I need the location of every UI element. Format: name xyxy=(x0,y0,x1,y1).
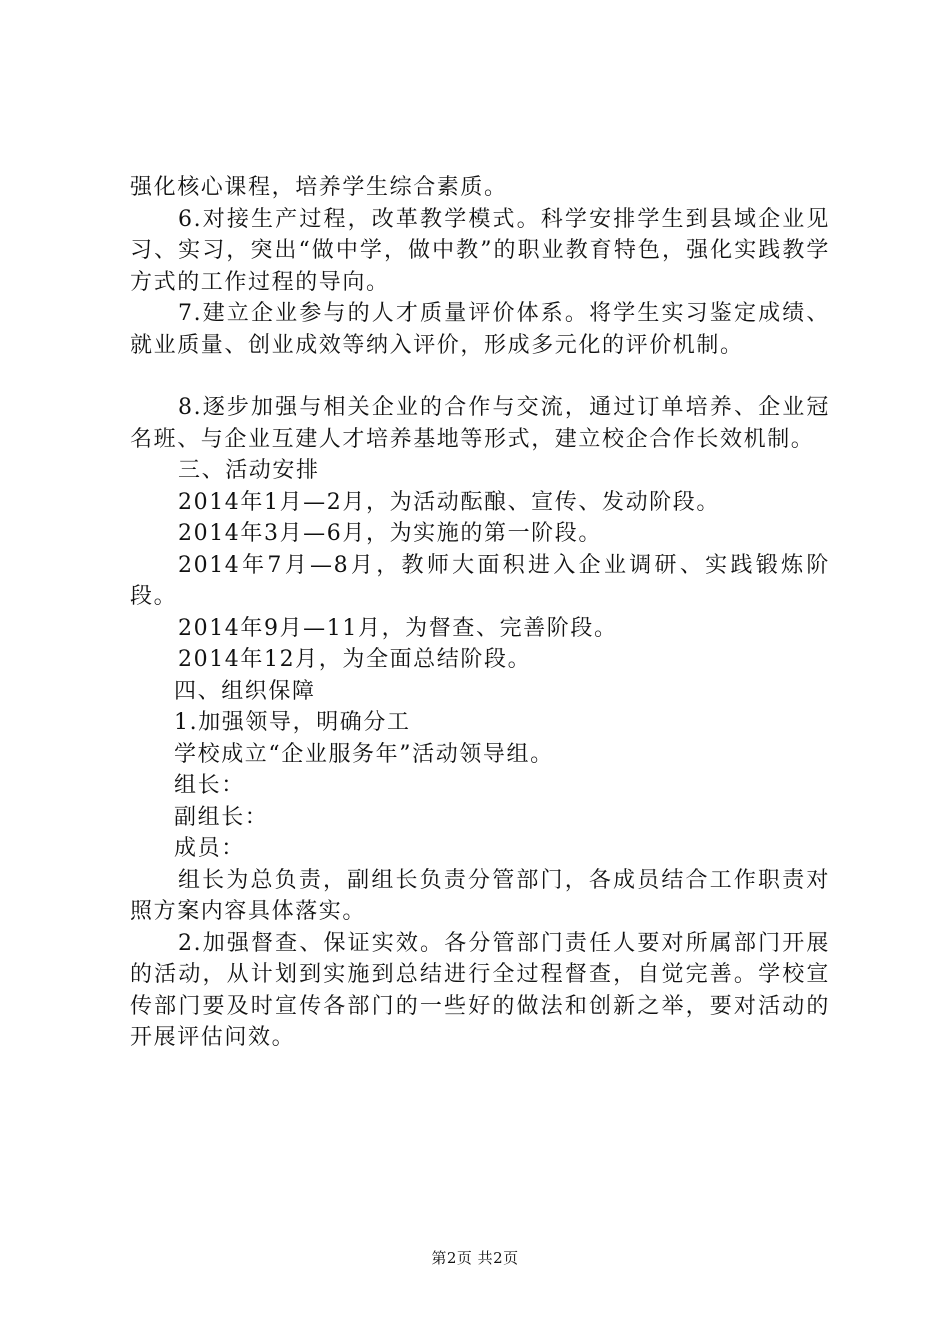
paragraph-supervision: 2.加强督查、保证实效。各分管部门责任人要对所属部门开展的活动，从计划到实施到总结进行全过程督查，自觉完善。学校宣传部门要及时宣传各部门的一些好的做法和创新之举，要对活动的开展评估问效。 xyxy=(130,930,830,1050)
label-deputy-leader: 副组长： xyxy=(174,804,269,830)
paragraph-item-8: 8.逐步加强与相关企业的合作与交流，通过订单培养、企业冠名班、与企业互建人才培养基地等形式，建立校企合作长效机制。 xyxy=(130,395,830,452)
label-members: 成员： xyxy=(174,836,245,861)
schedule-item-3: 2014年7月—8月，教师大面积进入企业调研、实践锻炼阶段。 xyxy=(130,552,830,609)
schedule-item-1: 2014年1月—2月，为活动酝酿、宣传、发动阶段。 xyxy=(178,489,720,515)
subheading-leadership: 1.加强领导，明确分工 xyxy=(174,710,411,735)
label-group-leader: 组长： xyxy=(174,773,245,798)
section-heading-activities: 三、活动安排 xyxy=(178,458,320,483)
paragraph-item-6: 6.对接生产过程，改革教学模式。科学安排学生到县域企业见习、实习，突出“做中学，做中教”的职业教育特色，强化实践教学方式的工作过程的导向。 xyxy=(130,206,830,295)
paragraph-leadership-group: 学校成立“企业服务年”活动领导组。 xyxy=(174,741,554,767)
paragraph-item-7: 7.建立企业参与的人才质量评价体系。将学生实习鉴定成绩、就业质量、创业成效等纳入评价，形成多元化的评价机制。 xyxy=(130,301,830,358)
section-heading-organization: 四、组织保障 xyxy=(174,678,316,704)
schedule-item-4: 2014年9月—11月，为督查、完善阶段。 xyxy=(178,615,618,641)
page-footer: 第2页 共2页 xyxy=(431,1249,519,1267)
schedule-item-5: 2014年12月，为全面总结阶段。 xyxy=(178,647,532,672)
paragraph-responsibilities: 组长为总负责，副组长负责分管部门，各成员结合工作职责对照方案内容具体落实。 xyxy=(130,867,830,924)
paragraph-core-courses: 强化核心课程，培养学生综合素质。 xyxy=(130,175,508,200)
schedule-item-2: 2014年3月—6月，为实施的第一阶段。 xyxy=(178,521,602,546)
document-body xyxy=(130,172,830,1054)
